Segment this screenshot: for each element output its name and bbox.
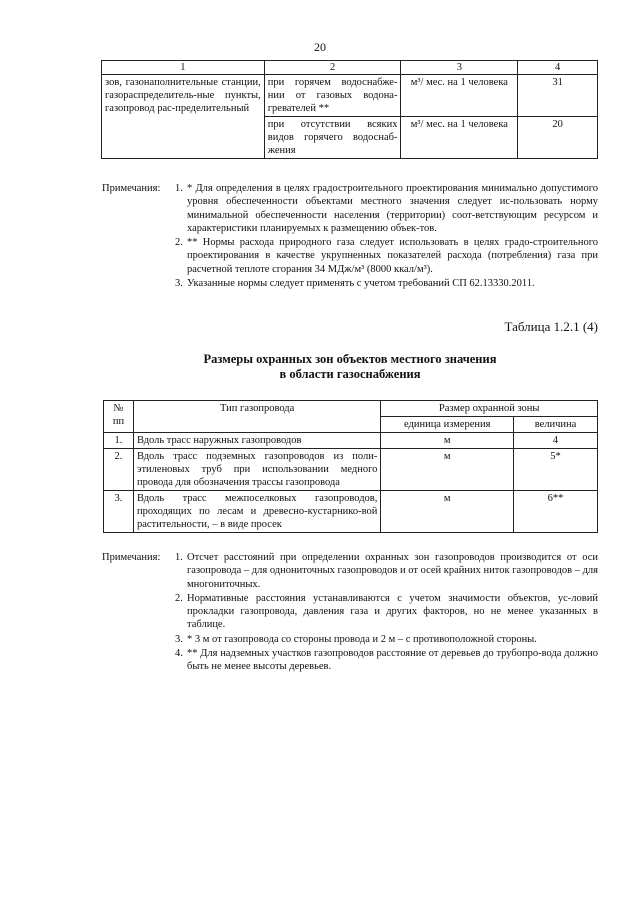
row-number-cell: 3. — [104, 491, 134, 533]
note-item: 3. * 3 м от газопровода со стороны провода и 2 м – с противоположной стороны. — [175, 633, 537, 645]
unit-cell: м — [381, 449, 514, 491]
unit-cell: м³/ мес. на 1 человека — [401, 75, 518, 117]
unit-cell: м³/ мес. на 1 человека — [401, 117, 518, 159]
value-cell: 6** — [514, 491, 598, 533]
pipeline-type-cell: Вдоль трасс подземных газопроводов из поли-этиленовых труб при использовании медного провода для обозначения трассы газопровода — [133, 449, 380, 491]
table-header-row — [104, 401, 598, 417]
column-header: Тип газопровода — [133, 401, 380, 433]
unit-cell: м — [381, 491, 514, 533]
table-header-row — [102, 61, 598, 75]
row-number-cell: 2. — [104, 449, 134, 491]
column-header: 1 — [102, 61, 265, 75]
pipeline-type-cell: Вдоль трасс межпоселковых газопроводов, проходящих по лесам и древесно-кустарнико-вой растительности, – в виде просек — [133, 491, 380, 533]
table-row — [104, 449, 598, 491]
table-row — [102, 75, 598, 117]
note-item: 4. ** Для надземных участков газопроводов расстояние от деревьев до трубопро-вода должно быть не менее высоты деревьев. — [175, 648, 598, 673]
column-header: 3 — [401, 61, 518, 75]
condition-cell: при горячем водоснабже-нии от газовых водона-гревателей ** — [264, 75, 401, 117]
note-item: 1. * Для определения в целях градостроительного проектирования минимально допустимого уровня обеспеченности объектами местного значения следует ис-пользовать норму минимальной обеспеченности населения (территории) соот-ветствующим ресурсом и характеристики планируемых к размещению объек-тов. — [175, 183, 598, 234]
unit-cell: м — [381, 433, 514, 449]
condition-cell: при отсутствии всяких видов горячего водоснаб-жения — [264, 117, 401, 159]
value-cell: 5* — [514, 449, 598, 491]
notes-label: Примечания: — [102, 183, 161, 194]
column-header: 4 — [518, 61, 598, 75]
notes-label: Примечания: — [102, 552, 161, 563]
object-type-cell: зов, газонаполнительные станции, газораспределитель-ные пункты, газопровод рас-пределительный — [102, 75, 265, 159]
page-number: 20 — [314, 40, 326, 54]
note-item: 3. Указанные нормы следует применять с учетом требований СП 62.13330.2011. — [175, 278, 535, 290]
value-cell: 20 — [518, 117, 598, 159]
column-header: № пп — [104, 401, 134, 433]
value-cell: 31 — [518, 75, 598, 117]
section-heading: Размеры охранных зон объектов местного значения в области газоснабжения — [203, 352, 497, 381]
column-header: 2 — [264, 61, 401, 75]
column-header: Размер охранной зоны — [381, 401, 598, 417]
value-cell: 4 — [514, 433, 598, 449]
gas-consumption-table — [101, 60, 598, 159]
column-header: величина — [514, 417, 598, 433]
protection-zones-table — [103, 400, 598, 533]
table-row — [104, 433, 598, 449]
column-header: единица измерения — [381, 417, 514, 433]
notes-block-1 — [102, 182, 598, 291]
pipeline-type-cell: Вдоль трасс наружных газопроводов — [133, 433, 380, 449]
note-item: 2. ** Нормы расхода природного газа следует использовать в целях градо-строительного проектирования в качестве укрупненных показателей расхода (потребления) газа при расчетной теплоте сгорания 34 МДж/м³ (8000 ккал/м³). — [175, 237, 598, 275]
note-item: 1. Отсчет расстояний при определении охранных зон газопроводов производится от оси газопровода – для однониточных газопроводов и от осей крайних ниток газопроводов – для многониточных. — [175, 552, 598, 590]
note-item: 2. Нормативные расстояния устанавливаются с учетом значимости объектов, ус-ловий прокладки газопровода, давления газа и других факторов, но не менее указанных в таблице. — [175, 592, 598, 631]
notes-block-2 — [102, 551, 598, 675]
table-label: Таблица 1.2.1 (4) — [504, 319, 598, 334]
table-row — [104, 491, 598, 533]
row-number-cell: 1. — [104, 433, 134, 449]
